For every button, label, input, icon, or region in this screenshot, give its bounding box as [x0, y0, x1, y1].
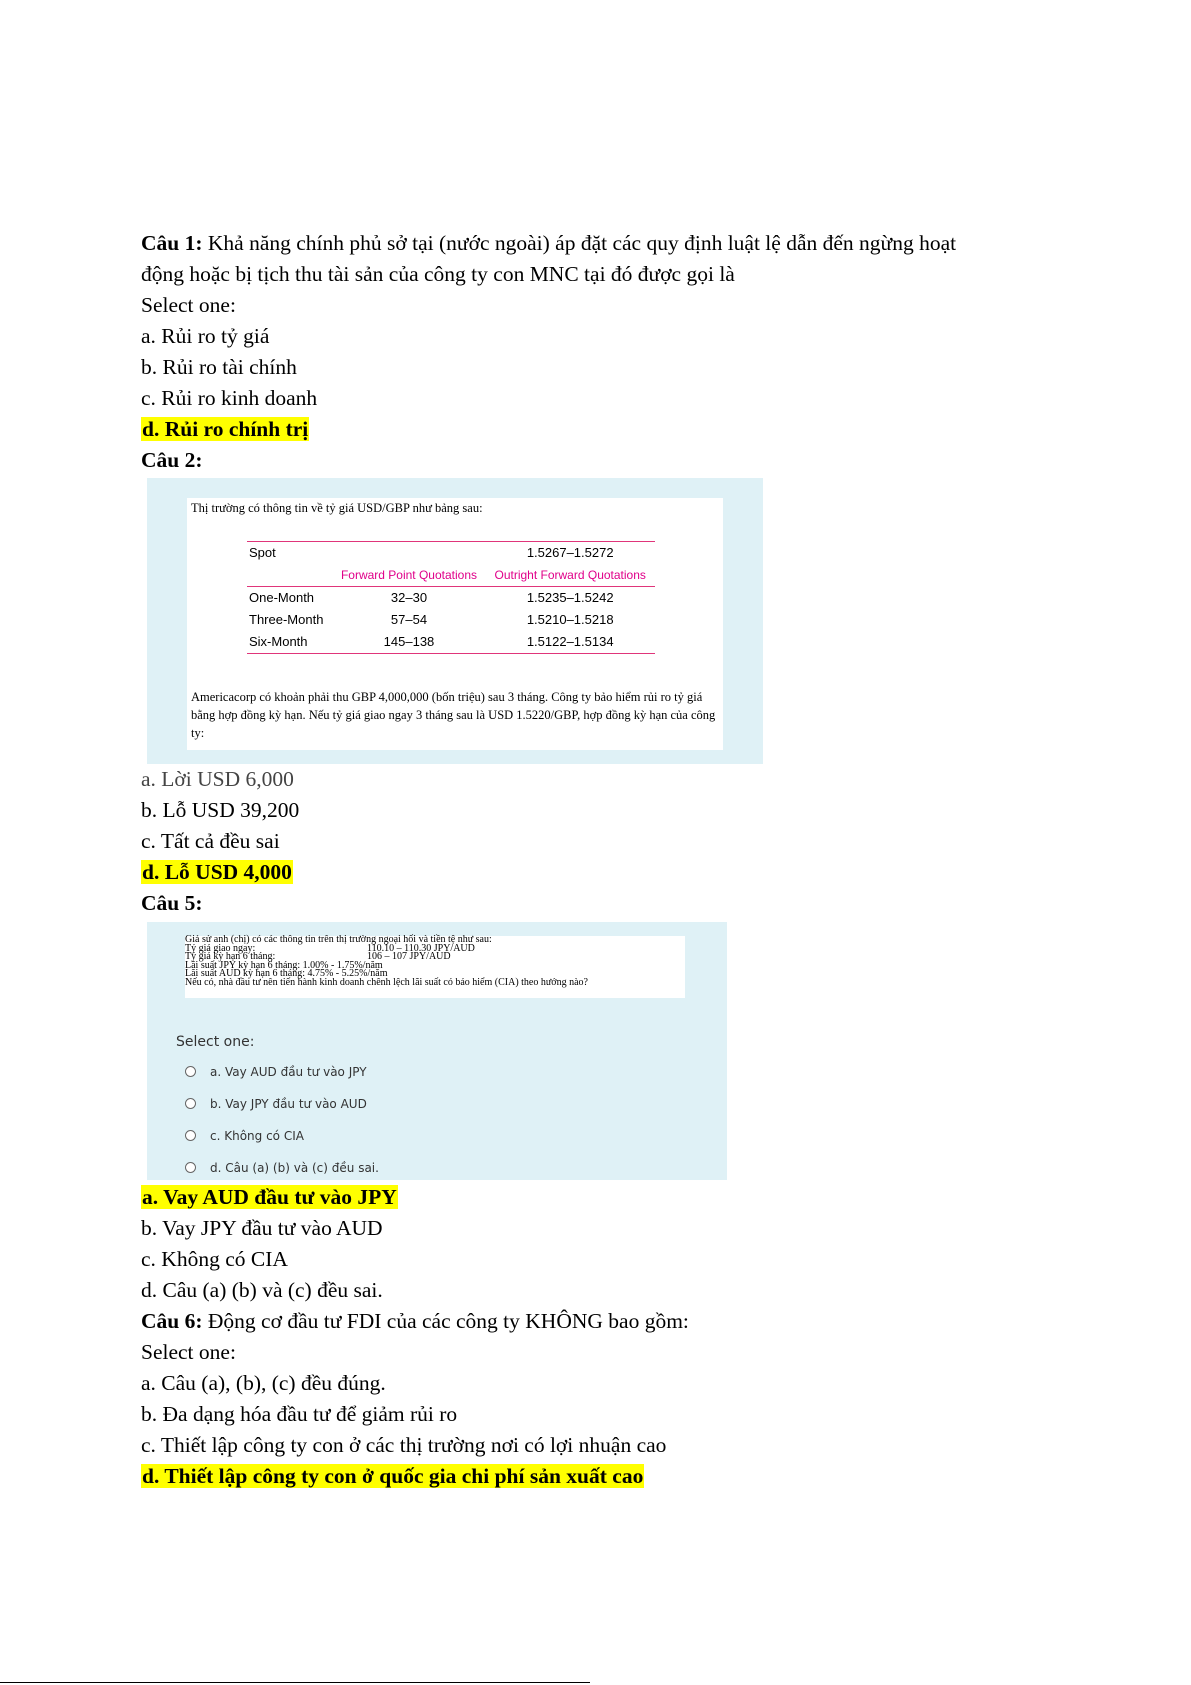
- q1-select-one: Select one:: [141, 293, 236, 317]
- q1-stem-line1: [141, 228, 1061, 259]
- q5-label: Câu 5:: [141, 891, 203, 915]
- q2-label: Câu 2:: [141, 448, 203, 472]
- q5-image-option-label: d. Câu (a) (b) và (c) đều sai.: [210, 1161, 379, 1175]
- row-outright: 1.5210–1.5218: [526, 612, 614, 627]
- table-row: [247, 609, 655, 631]
- q5-image-option-a[interactable]: [185, 1057, 367, 1088]
- q5-spot-label: Tỷ giá giao ngay:: [185, 942, 256, 954]
- q2-answer: d. Lỗ USD 4,000: [142, 860, 292, 884]
- fx-table: [247, 541, 655, 654]
- q5-answer-line: [141, 1182, 1061, 1213]
- spot-label: Spot: [247, 542, 333, 565]
- q6-answer-line: [141, 1461, 1061, 1492]
- q5-image-option-label: b. Vay JPY đầu tư vào AUD: [210, 1097, 367, 1111]
- q2-image: [147, 478, 763, 764]
- q5-image-option-b[interactable]: [185, 1089, 367, 1120]
- footer-rule: [0, 1682, 590, 1683]
- row-outright: 1.5122–1.5134: [485, 631, 655, 654]
- row-points: 32–30: [390, 590, 428, 605]
- radio-icon[interactable]: [185, 1130, 196, 1141]
- q1-answer: d. Rủi ro chính trị: [142, 417, 309, 441]
- q2-image-content: [187, 498, 723, 750]
- q2-image-note: Americacorp có khoản phải thu GBP 4,000,000 (bốn triệu) sau 3 tháng. Công ty bảo hiểm rủi ro tỷ giá bằng hợp đồng kỳ hạn. Nếu tỷ giá giao ngay 3 tháng sau là USD 1.5220/GBP, hợp đồng kỳ hạn của công ty:: [191, 690, 716, 740]
- radio-icon[interactable]: [185, 1098, 196, 1109]
- q6-option-b: b. Đa dạng hóa đầu tư để giảm rủi ro: [141, 1402, 458, 1426]
- q5-image-option-c[interactable]: [185, 1121, 304, 1152]
- radio-icon[interactable]: [185, 1162, 196, 1173]
- q5-spot-value: 110.10 – 110.30 JPY/AUD: [367, 942, 475, 954]
- q2-image-intro: Thị trường có thông tin về tỷ giá USD/GBP như bảng sau:: [191, 501, 483, 515]
- q5-image-option-label: a. Vay AUD đầu tư vào JPY: [210, 1065, 367, 1079]
- q6-option-a: a. Câu (a), (b), (c) đều đúng.: [141, 1371, 386, 1395]
- q6-text: Động cơ đầu tư FDI của các công ty KHÔNG bao gồm:: [202, 1309, 689, 1333]
- row-outright: 1.5235–1.5242: [526, 590, 614, 605]
- q5-image-line: Giả sử anh (chị) có các thông tin trên thị trường ngoại hối và tiền tệ như sau:: [185, 934, 492, 945]
- q1-text: Khả năng chính phủ sở tại (nước ngoài) áp đặt các quy định luật lệ dẫn đến ngừng hoạt: [202, 231, 957, 255]
- q5-image-option-label: c. Không có CIA: [210, 1129, 304, 1143]
- q1-stem-line2: động hoặc bị tịch thu tài sản của công ty con MNC tại đó được gọi là: [141, 262, 735, 286]
- table-row: [247, 631, 655, 654]
- col-forward-points: Forward Point Quotations: [333, 564, 486, 587]
- q6-option-c: c. Thiết lập công ty con ở các thị trường nơi có lợi nhuận cao: [141, 1433, 667, 1457]
- q5-option-d: d. Câu (a) (b) và (c) đều sai.: [141, 1278, 383, 1302]
- row-points: 57–54: [390, 612, 428, 627]
- row-points: 145–138: [333, 631, 486, 654]
- q5-image: [147, 922, 727, 1180]
- document-body: [141, 228, 1061, 1492]
- col-outright-forward: Outright Forward Quotations: [485, 564, 655, 587]
- q2-option-c: c. Tất cả đều sai: [141, 829, 280, 853]
- q5-forward-label: Tỷ giá kỳ hạn 6 tháng:: [185, 951, 276, 963]
- q1-option-a: a. Rủi ro tỷ giá: [141, 324, 270, 348]
- q5-answer: a. Vay AUD đầu tư vào JPY: [142, 1185, 397, 1209]
- q1-option-b: b. Rủi ro tài chính: [141, 355, 297, 379]
- q6-stem: [141, 1306, 1061, 1337]
- q5-option-c: c. Không có CIA: [141, 1247, 288, 1271]
- q6-select-one: Select one:: [141, 1340, 236, 1364]
- row-term: One-Month: [249, 590, 315, 605]
- row-term: Six-Month: [247, 631, 333, 654]
- q6-answer: d. Thiết lập công ty con ở quốc gia chi phí sản xuất cao: [142, 1464, 644, 1488]
- q6-label: Câu 6:: [141, 1309, 203, 1333]
- spot-value: 1.5267–1.5272: [485, 542, 655, 565]
- q2-option-a: a. Lời USD 6,000: [141, 767, 294, 791]
- table-row: [247, 587, 655, 610]
- q5-image-line: Lãi suất JPY kỳ hạn 6 tháng: 1.00% - 1.75%/năm: [185, 959, 383, 971]
- radio-icon[interactable]: [185, 1066, 196, 1077]
- row-term: Three-Month: [249, 612, 324, 627]
- q1-answer-line: [141, 414, 1061, 445]
- q2-option-b: b. Lỗ USD 39,200: [141, 798, 300, 822]
- q5-image-select-one: Select one:: [176, 1034, 255, 1050]
- q5-image-text: [185, 936, 685, 998]
- q5-image-line: Nếu có, nhà đầu tư nên tiến hành kinh doanh chênh lệch lãi suất có bảo hiểm (CIA) theo hướng nào?: [185, 976, 588, 988]
- q5-option-b: b. Vay JPY đầu tư vào AUD: [141, 1216, 383, 1240]
- q2-answer-line: [141, 857, 1061, 888]
- q5-image-option-d[interactable]: [185, 1153, 379, 1184]
- q5-forward-value: 106 – 107 JPY/AUD: [367, 951, 451, 963]
- q1-label: Câu 1:: [141, 231, 203, 255]
- q5-image-line: Lãi suất AUD kỳ hạn 6 tháng: 4.75% - 5.25%/năm: [185, 968, 388, 980]
- q1-option-c: c. Rủi ro kinh doanh: [141, 386, 318, 410]
